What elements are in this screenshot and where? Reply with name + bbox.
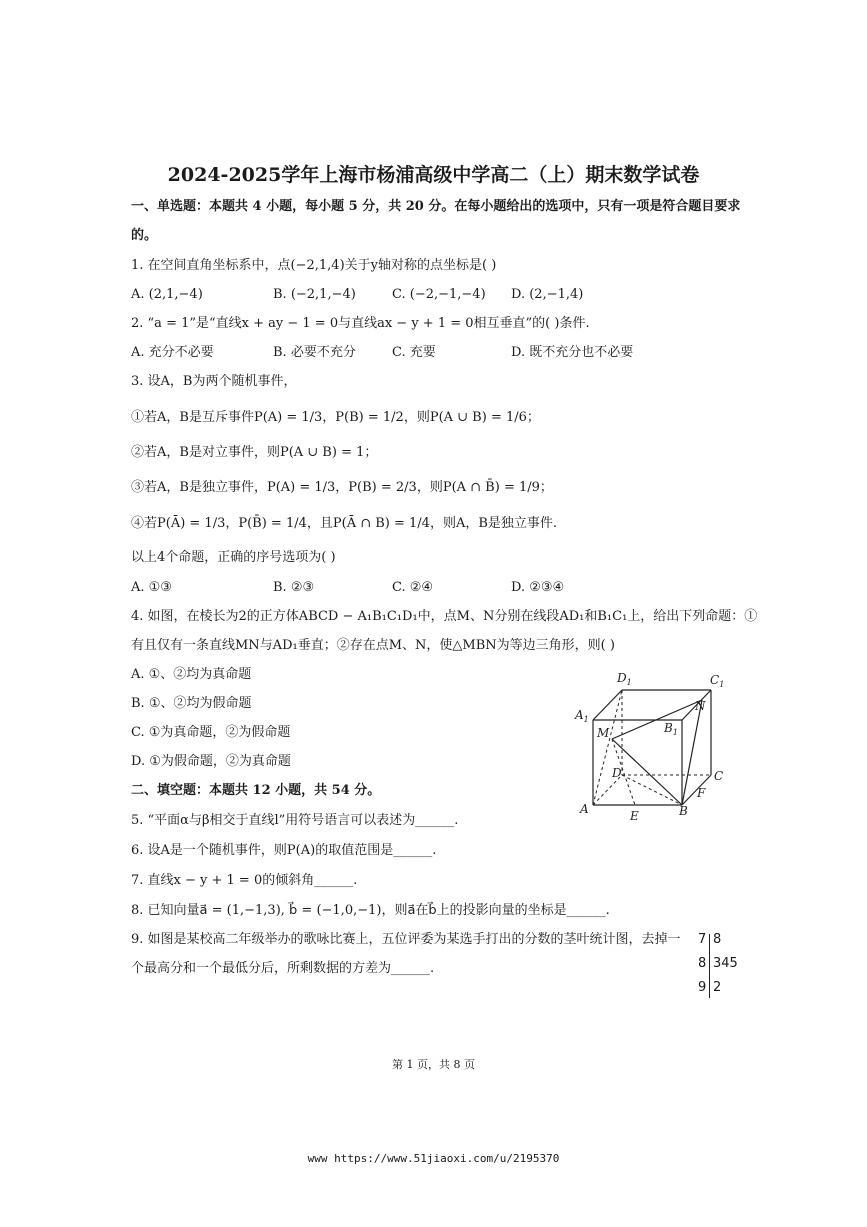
edge-a1-d1 bbox=[593, 690, 622, 720]
section-1-heading-line1: 一、单选题：本题共 4 小题，每小题 5 分，共 20 分。在每小题给出的选项中，只有一项是符合题目要求 bbox=[131, 199, 741, 214]
question-6: 6. 设A是一个随机事件，则P(A)的取值范围是______. bbox=[131, 843, 437, 858]
leaves-9: 2 bbox=[713, 980, 722, 995]
stem-7: 7 bbox=[698, 932, 707, 947]
question-3-stem: 3. 设A，B为两个随机事件， bbox=[131, 374, 297, 389]
question-3-ask: 以上4个命题，正确的序号选项为( ) bbox=[131, 550, 336, 565]
question-3-option-d: D. ②③④ bbox=[511, 580, 565, 595]
page-title: 2024-2025学年上海市杨浦高级中学高二（上）期末数学试卷 bbox=[167, 164, 700, 186]
question-3-option-c: C. ②④ bbox=[392, 580, 434, 595]
question-3-statement-1: ①若A，B是互斥事件P(A) = 1/3，P(B) = 1/2，则P(A ∪ B) = 1/6； bbox=[131, 410, 540, 425]
question-3-statement-2: ②若A，B是对立事件，则P(A ∪ B) = 1； bbox=[131, 445, 378, 460]
question-1-option-a: A. (2,1,−4) bbox=[131, 287, 203, 302]
source-url[interactable]: www https://www.51jiaoxi.com/u/2195370 bbox=[307, 1152, 560, 1165]
question-5: 5. “平面α与β相交于直线l”用符号语言可以表述为______. bbox=[131, 813, 459, 828]
question-3-statement-4: ④若P(Ā) = 1/3，P(B̄) = 1/4，且P(Ā ∩ B) = 1/4，则A，B是独立事件. bbox=[131, 516, 558, 531]
question-3-option-b: B. ②③ bbox=[273, 580, 315, 595]
question-4-option-d: D. ①为假命题，②为真命题 bbox=[131, 754, 291, 769]
leaves-8: 345 bbox=[713, 956, 738, 971]
question-4-stem-line1: 4. 如图，在棱长为2的正方体ABCD − A₁B₁C₁D₁中，点M、N分别在线段AD₁和B₁C₁上，给出下列命题：① bbox=[131, 609, 758, 624]
section-1-heading-line2: 的。 bbox=[131, 228, 158, 243]
question-2-option-c: C. 充要 bbox=[392, 345, 436, 360]
question-2-stem: 2. “a = 1”是“直线x + ay − 1 = 0与直线ax − y + 1 = 0相互垂直”的( )条件. bbox=[131, 316, 590, 331]
question-3-statement-3: ③若A，B是独立事件，P(A) = 1/3，P(B) = 2/3，则P(A ∩ B̄) = 1/9； bbox=[131, 480, 553, 495]
label-d1: $D_1$ bbox=[617, 671, 632, 687]
question-7: 7. 直线x − y + 1 = 0的倾斜角______. bbox=[131, 873, 358, 888]
question-9-line2: 个最高分和一个最低分后，所剩数据的方差为______. bbox=[131, 961, 435, 976]
segment-a-d1 bbox=[593, 690, 622, 805]
question-3-option-a: A. ①③ bbox=[131, 580, 172, 595]
label-m: M bbox=[597, 726, 610, 740]
question-4-option-c: C. ①为真命题，②为假命题 bbox=[131, 725, 291, 740]
segment-d-b bbox=[622, 775, 682, 805]
question-9-line1: 9. 如图是某校高二年级举办的歌咏比赛上，五位评委为某选手打出的分数的茎叶统计图，去掉一 bbox=[131, 932, 681, 947]
question-2-option-a: A. 充分不必要 bbox=[131, 345, 214, 360]
stem-leaf-plot bbox=[698, 932, 758, 1000]
label-b: B bbox=[679, 804, 688, 818]
label-d: D bbox=[612, 766, 622, 780]
page-footer: 第 1 页，共 8 页 bbox=[392, 1058, 475, 1071]
cube-figure bbox=[565, 665, 740, 825]
section-2-heading: 二、填空题：本题共 12 小题，共 54 分。 bbox=[131, 783, 381, 798]
segment-m-b bbox=[612, 739, 682, 805]
question-1-option-d: D. (2,−1,4) bbox=[511, 287, 584, 302]
question-4-option-b: B. ①、②均为假命题 bbox=[131, 696, 252, 711]
question-4-stem-line2: 有且仅有一条直线MN与AD₁垂直；②存在点M、N，使△MBN为等边三角形，则( ) bbox=[131, 638, 615, 653]
question-1-option-b: B. (−2,1,−4) bbox=[273, 287, 356, 302]
stem-divider bbox=[709, 934, 710, 998]
label-f: F bbox=[697, 786, 706, 800]
question-8: 8. 已知向量a⃗ = (1,−1,3), b⃗ = (−1,0,−1)，则a⃗在b⃗上的投影向量的坐标是______. bbox=[131, 903, 610, 918]
label-c1: $C_1$ bbox=[710, 673, 725, 689]
question-4-option-a: A. ①、②均为真命题 bbox=[131, 667, 252, 682]
label-a: A bbox=[580, 802, 589, 816]
question-2-option-b: B. 必要不充分 bbox=[273, 345, 356, 360]
label-e: E bbox=[630, 809, 639, 823]
label-b1: $B_1$ bbox=[664, 721, 678, 737]
label-c: C bbox=[714, 769, 724, 783]
stem-8: 8 bbox=[698, 956, 707, 971]
question-2-option-d: D. 既不充分也不必要 bbox=[511, 345, 634, 360]
question-1-option-c: C. (−2,−1,−4) bbox=[392, 287, 486, 302]
stem-9: 9 bbox=[698, 980, 707, 995]
label-n: N bbox=[695, 699, 706, 713]
leaves-7: 8 bbox=[713, 932, 722, 947]
question-1-stem: 1. 在空间直角坐标系中，点(−2,1,4)关于y轴对称的点坐标是( ) bbox=[131, 258, 497, 273]
label-a1: $A_1$ bbox=[575, 708, 589, 724]
